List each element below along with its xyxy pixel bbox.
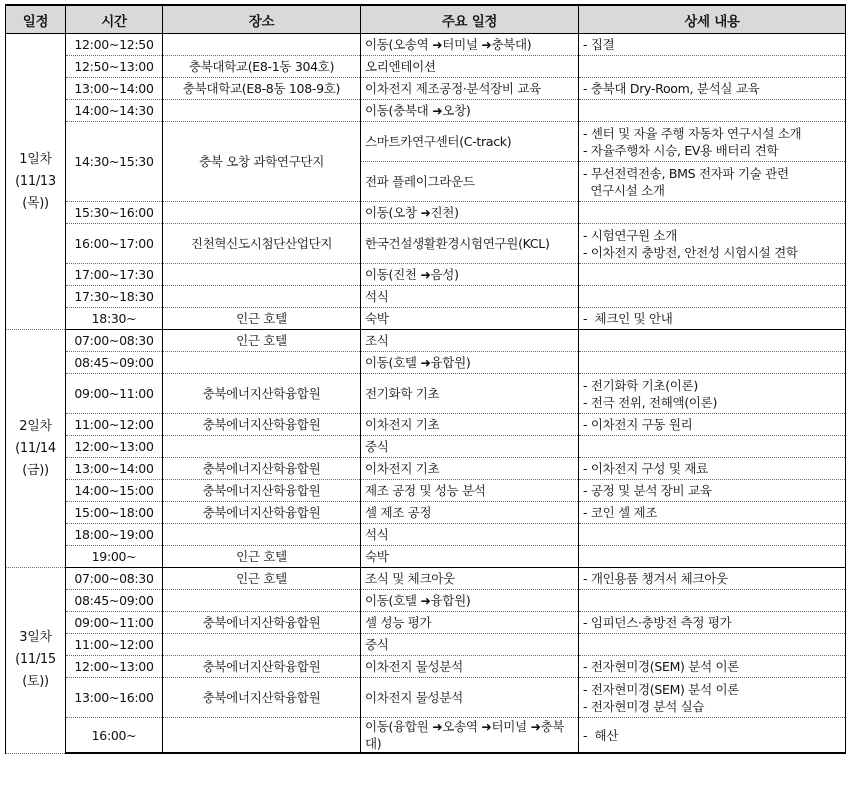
table-row	[6, 264, 846, 286]
main-schedule-cell: 조식	[361, 330, 579, 352]
main-schedule-cell: 이동(오창 ➜진천)	[361, 202, 579, 224]
day-label-line: (11/14	[15, 440, 56, 456]
main-schedule-cell: 이차전지 물성분석	[361, 678, 579, 718]
time-cell: 16:00~17:00	[66, 224, 163, 264]
detail-line: - 체크인 및 안내	[583, 311, 673, 326]
place-cell: 충북 오창 과학연구단지	[163, 122, 361, 202]
time-cell: 16:00~	[66, 718, 163, 754]
table-row	[6, 56, 846, 78]
detail-line: - 전자현미경(SEM) 분석 이론	[583, 681, 740, 697]
table-row	[6, 34, 846, 56]
time-cell: 08:45~09:00	[66, 352, 163, 374]
time-cell: 15:00~18:00	[66, 502, 163, 524]
table-row	[6, 286, 846, 308]
detail-cell	[579, 162, 846, 202]
time-cell: 12:00~13:00	[66, 436, 163, 458]
detail-cell	[579, 480, 846, 502]
main-schedule-cell: 이차전지 제조공정·분석장비 교육	[361, 78, 579, 100]
time-cell: 18:30~	[66, 308, 163, 330]
detail-line: - 개인용품 챙겨서 체크아웃	[583, 571, 728, 586]
day-label-line: (11/15	[15, 652, 56, 668]
table-row	[6, 634, 846, 656]
time-cell: 08:45~09:00	[66, 590, 163, 612]
detail-cell	[579, 568, 846, 590]
detail-line: - 시험연구원 소개	[583, 227, 677, 243]
main-schedule-cell: 석식	[361, 286, 579, 308]
place-cell: 충북에너지산학융합원	[163, 480, 361, 502]
main-schedule-cell: 이동(진천 ➜음성)	[361, 264, 579, 286]
place-cell: 인근 호텔	[163, 568, 361, 590]
time-cell: 13:00~14:00	[66, 458, 163, 480]
detail-cell	[579, 264, 846, 286]
detail-cell	[579, 436, 846, 458]
place-cell	[163, 34, 361, 56]
place-cell: 충북대학교(E8-8동 108-9호)	[163, 78, 361, 100]
detail-line: - 전기화학 기초(이론)	[583, 377, 698, 393]
header-row	[6, 5, 846, 34]
table-row	[6, 122, 846, 162]
time-cell: 18:00~19:00	[66, 524, 163, 546]
day-label-line: 2일차	[19, 418, 52, 434]
time-cell: 17:30~18:30	[66, 286, 163, 308]
table-row	[6, 656, 846, 678]
detail-line: - 무선전력전송, BMS 전자파 기술 관련	[583, 165, 789, 181]
header-main: 주요 일정	[361, 5, 579, 34]
main-schedule-cell: 이동(호텔 ➜융합원)	[361, 352, 579, 374]
detail-line: - 집결	[583, 37, 615, 52]
day-label-line: 1일차	[19, 151, 52, 167]
detail-cell	[579, 100, 846, 122]
day-label-cell	[6, 34, 66, 330]
place-cell	[163, 202, 361, 224]
main-schedule-cell: 오리엔테이션	[361, 56, 579, 78]
detail-line: - 전자현미경 분석 실습	[583, 698, 705, 714]
table-row	[6, 678, 846, 718]
detail-line: - 코인 셀 제조	[583, 505, 658, 520]
time-cell: 15:30~16:00	[66, 202, 163, 224]
table-row	[6, 502, 846, 524]
detail-cell	[579, 224, 846, 264]
place-cell	[163, 590, 361, 612]
detail-line: - 이차전지 구동 원리	[583, 417, 693, 432]
place-cell	[163, 286, 361, 308]
place-cell: 충북에너지산학융합원	[163, 458, 361, 480]
main-schedule-cell: 이차전지 기초	[361, 458, 579, 480]
place-cell: 충북에너지산학융합원	[163, 414, 361, 436]
place-cell: 충북에너지산학융합원	[163, 678, 361, 718]
main-schedule-cell: 이동(융합원 ➜오송역 ➜터미널 ➜충북대)	[361, 718, 579, 754]
place-cell	[163, 352, 361, 374]
time-cell: 13:00~14:00	[66, 78, 163, 100]
detail-cell	[579, 330, 846, 352]
detail-cell	[579, 612, 846, 634]
detail-cell	[579, 122, 846, 162]
day-label-line: (금))	[22, 462, 49, 478]
day-label-cell	[6, 330, 66, 568]
day-label-line: (11/13	[15, 173, 56, 189]
place-cell: 인근 호텔	[163, 308, 361, 330]
place-cell	[163, 264, 361, 286]
table-row	[6, 546, 846, 568]
main-schedule-cell: 셀 제조 공정	[361, 502, 579, 524]
time-cell: 11:00~12:00	[66, 414, 163, 436]
table-row	[6, 524, 846, 546]
main-schedule-cell: 숙박	[361, 308, 579, 330]
main-schedule-cell: 숙박	[361, 546, 579, 568]
time-cell: 07:00~08:30	[66, 568, 163, 590]
place-cell: 진천혁신도시첨단산업단지	[163, 224, 361, 264]
detail-cell	[579, 502, 846, 524]
detail-cell	[579, 656, 846, 678]
main-schedule-cell: 전기화학 기초	[361, 374, 579, 414]
table-row	[6, 202, 846, 224]
place-cell	[163, 100, 361, 122]
detail-cell	[579, 634, 846, 656]
main-schedule-cell: 조식 및 체크아웃	[361, 568, 579, 590]
place-cell	[163, 524, 361, 546]
time-cell: 14:00~14:30	[66, 100, 163, 122]
table-row	[6, 568, 846, 590]
detail-cell	[579, 546, 846, 568]
detail-cell	[579, 78, 846, 100]
detail-cell	[579, 524, 846, 546]
place-cell	[163, 718, 361, 754]
time-cell: 13:00~16:00	[66, 678, 163, 718]
table-row	[6, 308, 846, 330]
detail-cell	[579, 458, 846, 480]
table-row	[6, 100, 846, 122]
place-cell: 충북에너지산학융합원	[163, 374, 361, 414]
place-cell: 충북에너지산학융합원	[163, 502, 361, 524]
main-schedule-cell: 중식	[361, 634, 579, 656]
table-row	[6, 718, 846, 754]
detail-cell	[579, 590, 846, 612]
day-label-line: (토))	[22, 674, 49, 690]
detail-line: - 센터 및 자율 주행 자동차 연구시설 소개	[583, 125, 802, 141]
time-cell: 09:00~11:00	[66, 612, 163, 634]
detail-cell	[579, 352, 846, 374]
main-schedule-cell: 셀 성능 평가	[361, 612, 579, 634]
main-schedule-cell: 이동(오송역 ➜터미널 ➜충북대)	[361, 34, 579, 56]
day-label-line: (목))	[22, 195, 49, 211]
time-cell: 07:00~08:30	[66, 330, 163, 352]
main-schedule-cell: 전파 플레이그라운드	[361, 162, 579, 202]
detail-cell	[579, 56, 846, 78]
schedule-body	[6, 34, 846, 754]
table-row	[6, 414, 846, 436]
table-row	[6, 480, 846, 502]
detail-cell	[579, 308, 846, 330]
main-schedule-cell: 중식	[361, 436, 579, 458]
header-time: 시간	[66, 5, 163, 34]
main-schedule-cell: 한국건설생활환경시험연구원(KCL)	[361, 224, 579, 264]
time-cell: 19:00~	[66, 546, 163, 568]
place-cell: 인근 호텔	[163, 330, 361, 352]
header-detail: 상세 내용	[579, 5, 846, 34]
time-cell: 12:50~13:00	[66, 56, 163, 78]
detail-cell	[579, 678, 846, 718]
detail-line: - 임피던스·충방전 측정 평가	[583, 615, 732, 630]
detail-cell	[579, 202, 846, 224]
table-row	[6, 612, 846, 634]
detail-cell	[579, 374, 846, 414]
time-cell: 14:30~15:30	[66, 122, 163, 202]
table-row	[6, 330, 846, 352]
table-row	[6, 78, 846, 100]
header-place: 장소	[163, 5, 361, 34]
time-cell: 11:00~12:00	[66, 634, 163, 656]
time-cell: 09:00~11:00	[66, 374, 163, 414]
table-row	[6, 590, 846, 612]
schedule-table	[5, 4, 846, 754]
time-cell: 14:00~15:00	[66, 480, 163, 502]
place-cell: 충북대학교(E8-1동 304호)	[163, 56, 361, 78]
main-schedule-cell: 이동(충북대 ➜오창)	[361, 100, 579, 122]
header-day: 일정	[6, 5, 66, 34]
detail-cell	[579, 34, 846, 56]
table-row	[6, 374, 846, 414]
detail-line: 연구시설 소개	[583, 182, 665, 198]
main-schedule-cell: 이차전지 물성분석	[361, 656, 579, 678]
time-cell: 12:00~12:50	[66, 34, 163, 56]
detail-line: - 전자현미경(SEM) 분석 이론	[583, 659, 740, 674]
table-row	[6, 458, 846, 480]
main-schedule-cell: 이차전지 기초	[361, 414, 579, 436]
time-cell: 12:00~13:00	[66, 656, 163, 678]
main-schedule-cell: 제조 공정 및 성능 분석	[361, 480, 579, 502]
place-cell: 인근 호텔	[163, 546, 361, 568]
detail-cell	[579, 414, 846, 436]
table-row	[6, 436, 846, 458]
detail-line: - 충북대 Dry-Room, 분석실 교육	[583, 81, 760, 96]
table-row	[6, 224, 846, 264]
detail-line: - 이차전지 충방전, 안전성 시험시설 견학	[583, 244, 798, 260]
day-label-line: 3일차	[19, 630, 52, 646]
detail-line: - 공정 및 분석 장비 교육	[583, 483, 712, 498]
place-cell: 충북에너지산학융합원	[163, 656, 361, 678]
place-cell	[163, 634, 361, 656]
detail-line: - 해산	[583, 727, 619, 743]
main-schedule-cell: 이동(호텔 ➜융합원)	[361, 590, 579, 612]
day-label-cell	[6, 568, 66, 754]
detail-line: - 전극 전위, 전해액(이론)	[583, 394, 718, 410]
detail-cell	[579, 286, 846, 308]
table-row	[6, 352, 846, 374]
detail-line: - 이차전지 구성 및 재료	[583, 461, 708, 476]
time-cell: 17:00~17:30	[66, 264, 163, 286]
place-cell: 충북에너지산학융합원	[163, 612, 361, 634]
main-schedule-cell: 스마트카연구센터(C-track)	[361, 122, 579, 162]
detail-cell	[579, 718, 846, 754]
detail-line: - 자율주행차 시승, EV용 배터리 견학	[583, 142, 779, 158]
place-cell	[163, 436, 361, 458]
main-schedule-cell: 석식	[361, 524, 579, 546]
